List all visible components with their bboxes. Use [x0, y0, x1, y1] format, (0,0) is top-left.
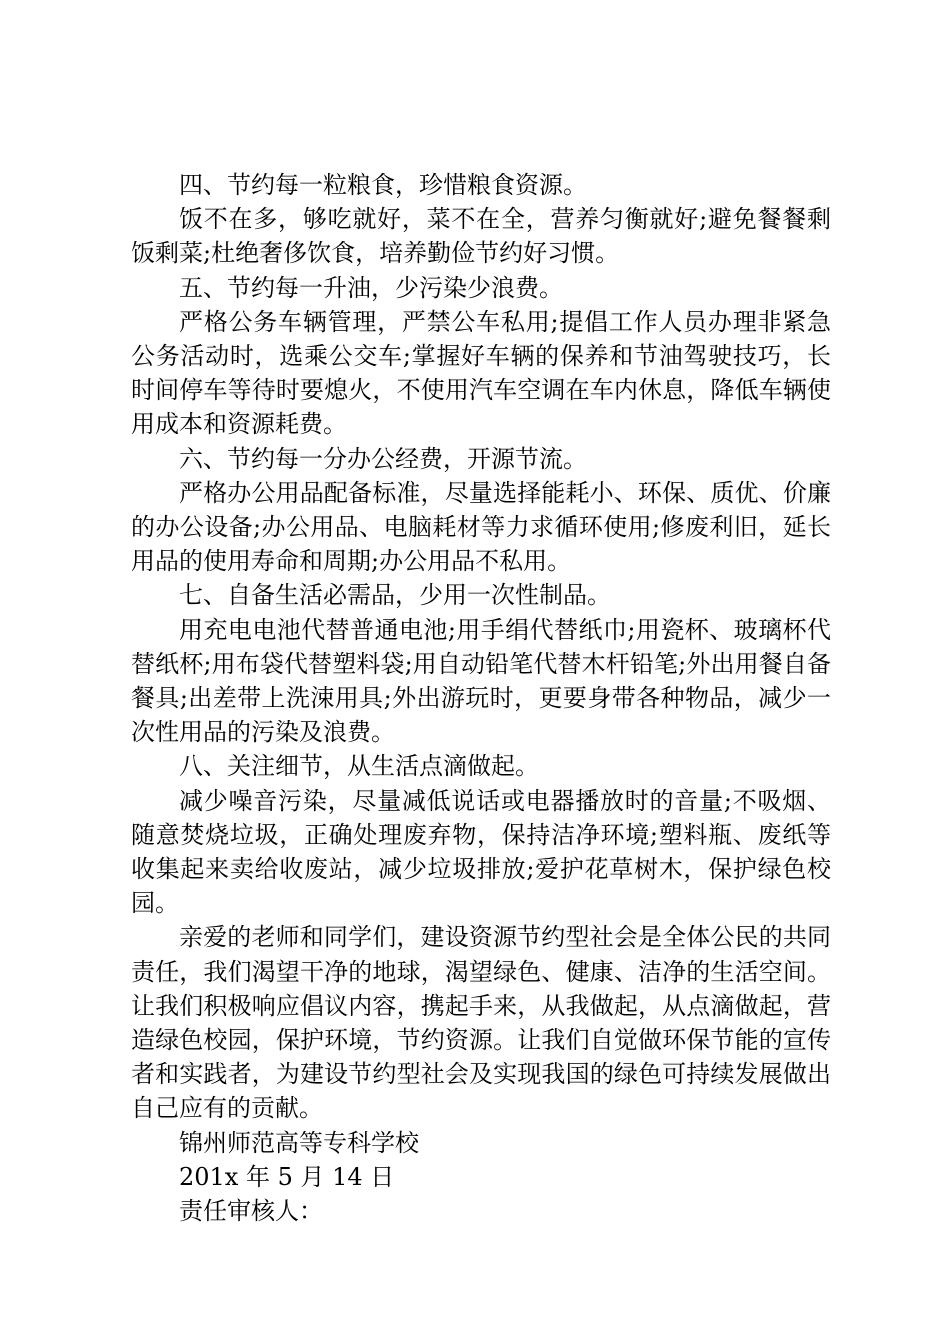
heading-section-five: 五、节约每一升油，少污染少浪费。 — [179, 273, 563, 302]
heading-section-seven: 七、自备生活必需品，少用一次性制品。 — [179, 581, 611, 610]
heading-section-six: 六、节约每一分办公经费，开源节流。 — [179, 444, 587, 473]
paragraph-details: 减少噪音污染，尽量减低说话或电器播放时的音量;不吸烟、随意焚烧垃圾，正确处理废弃物，保持洁净环境;塑料瓶、废纸等收集起来卖给收废站，减少垃圾排放;爱护花草树木，保护绿色校园。 — [131, 786, 831, 918]
signature-date: 201x 年 5 月 14 日 — [179, 1162, 395, 1191]
paragraph-vehicle: 严格公务车辆管理，严禁公车私用;提倡工作人员办理非紧急公务活动时，选乘公交车;掌握好车辆的保养和节油驾驶技巧，长时间停车等待时要熄火，不使用汽车空调在车内休息，降低车辆使用成本和资源耗费。 — [131, 307, 831, 439]
heading-section-four: 四、节约每一粒粮食，珍惜粮食资源。 — [179, 171, 587, 199]
paragraph-food: 饭不在多，够吃就好，菜不在全，营养匀衡就好;避免餐餐剩饭剩菜;杜绝奢侈饮食，培养勤俭节约好习惯。 — [131, 205, 831, 268]
paragraph-daily-items: 用充电电池代替普通电池;用手绢代替纸巾;用瓷杯、玻璃杯代替纸杯;用布袋代替塑料袋;用自动铅笔代替木杆铅笔;外出用餐自备餐具;出差带上洗涑用具;外出游玩时，更要身带各种物品，减少一次性用品的污染及浪费。 — [131, 615, 831, 747]
paragraph-office: 严格办公用品配备标准，尽量选择能耗小、环保、质优、价廉的办公设备;办公用品、电脑耗材等力求循环使用;修废利旧，延长用品的使用寿命和周期;办公用品不私用。 — [131, 478, 831, 576]
paragraph-closing: 亲爱的老师和同学们，建设资源节约型社会是全体公民的共同责任，我们渴望干净的地球，渴望绿色、健康、洁净的生活空间。让我们积极响应倡议内容，携起手来，从我做起，从点滴做起，营造绿色校园，保护环境，节约资源。让我们自觉做环保节能的宣传者和实践者，为建设节约型社会及实现我国的绿色可持续发展做出自己应有的贡献。 — [131, 923, 831, 1123]
signature-school: 锦州师范高等专科学校 — [179, 1128, 419, 1157]
heading-section-eight: 八、关注细节，从生活点滴做起。 — [179, 752, 539, 781]
document-body — [131, 168, 831, 1228]
reviewer-label: 责任审核人： — [179, 1197, 323, 1226]
